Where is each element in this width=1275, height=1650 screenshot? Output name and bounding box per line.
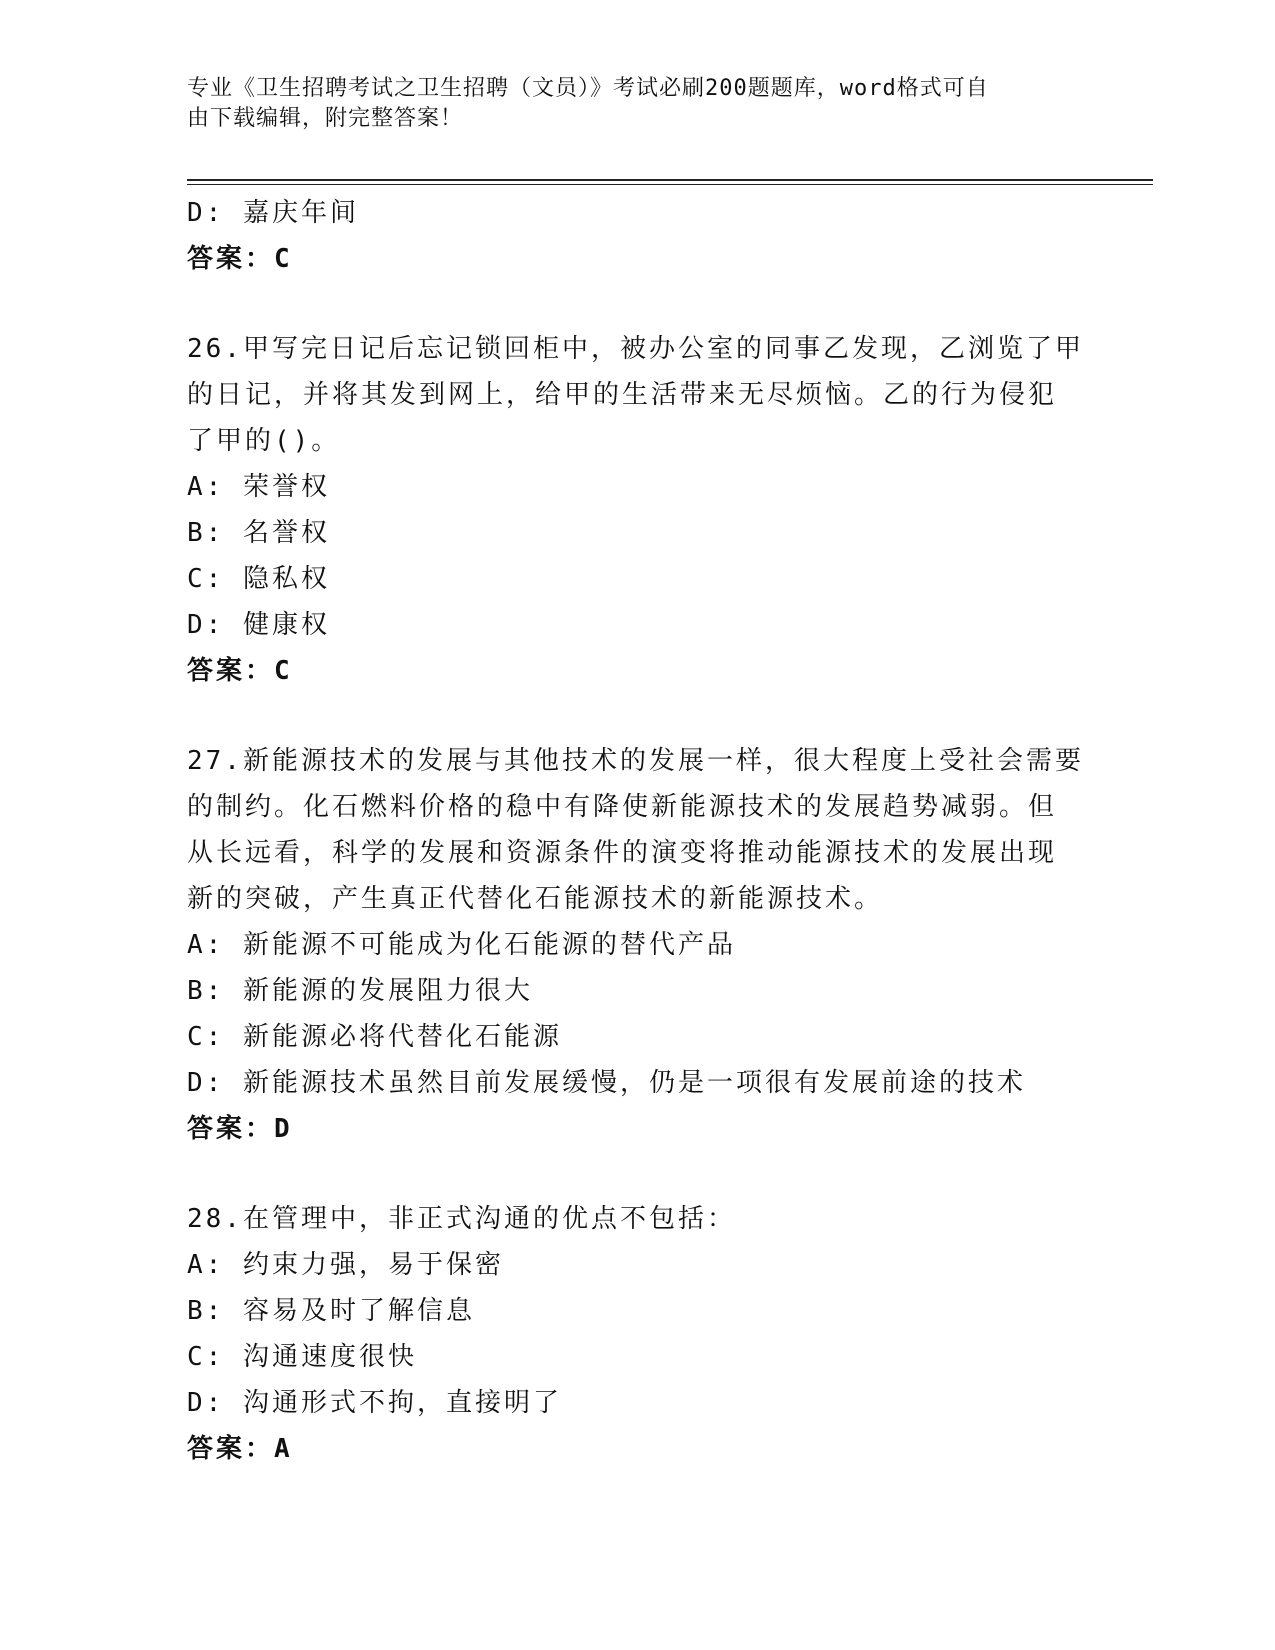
option-a: A: 约束力强，易于保密 [187, 1250, 504, 1280]
question-stem-line: 了甲的()。 [187, 426, 341, 456]
answer-line: 答案：A [187, 1434, 293, 1464]
question-stem-line: 从长远看，科学的发展和资源条件的演变将推动能源技术的发展出现 [187, 838, 1058, 868]
header-line-1: 专业《卫生招聘考试之卫生招聘（文员）》考试必刷200题题库，word格式可自 [187, 76, 989, 101]
option-d: D: 健康权 [187, 610, 330, 640]
option-c: C: 新能源必将代替化石能源 [187, 1022, 562, 1052]
option-d: D: 嘉庆年间 [187, 198, 359, 228]
question-stem-line: 新的突破，产生真正代替化石能源技术的新能源技术。 [187, 884, 884, 914]
header-divider-thick [187, 179, 1153, 181]
question-content [187, 190, 1087, 1472]
header-line-2: 由下载编辑，附完整答案！ [187, 106, 464, 131]
question-27 [187, 738, 1087, 1152]
document-header [187, 74, 1067, 134]
answer-line: 答案：C [187, 656, 293, 686]
spacer [187, 282, 1087, 326]
question-26 [187, 326, 1087, 694]
question-28 [187, 1196, 1087, 1472]
option-b: B: 容易及时了解信息 [187, 1296, 475, 1326]
option-c: C: 沟通速度很快 [187, 1342, 417, 1372]
option-b: B: 名誉权 [187, 518, 330, 548]
header-divider-thin [187, 184, 1153, 185]
question-stem-line: 的制约。化石燃料价格的稳中有降使新能源技术的发展趋势减弱。但 [187, 792, 1058, 822]
question-stem-line: 27.新能源技术的发展与其他技术的发展一样，很大程度上受社会需要 [187, 746, 1084, 776]
question-stem-line: 26.甲写完日记后忘记锁回柜中，被办公室的同事乙发现，乙浏览了甲 [187, 334, 1084, 364]
option-a: A: 荣誉权 [187, 472, 330, 502]
option-d: D: 沟通形式不拘，直接明了 [187, 1388, 562, 1418]
question-stem-line: 28.在管理中，非正式沟通的优点不包括： [187, 1204, 736, 1234]
option-a: A: 新能源不可能成为化石能源的替代产品 [187, 930, 736, 960]
question-stem-line: 的日记，并将其发到网上，给甲的生活带来无尽烦恼。乙的行为侵犯 [187, 380, 1058, 410]
answer-line: 答案：C [187, 244, 293, 274]
option-c: C: 隐私权 [187, 564, 330, 594]
option-d: D: 新能源技术虽然目前发展缓慢，仍是一项很有发展前途的技术 [187, 1068, 1026, 1098]
spacer [187, 694, 1087, 738]
option-b: B: 新能源的发展阻力很大 [187, 976, 533, 1006]
answer-line: 答案：D [187, 1114, 293, 1144]
spacer [187, 1152, 1087, 1196]
